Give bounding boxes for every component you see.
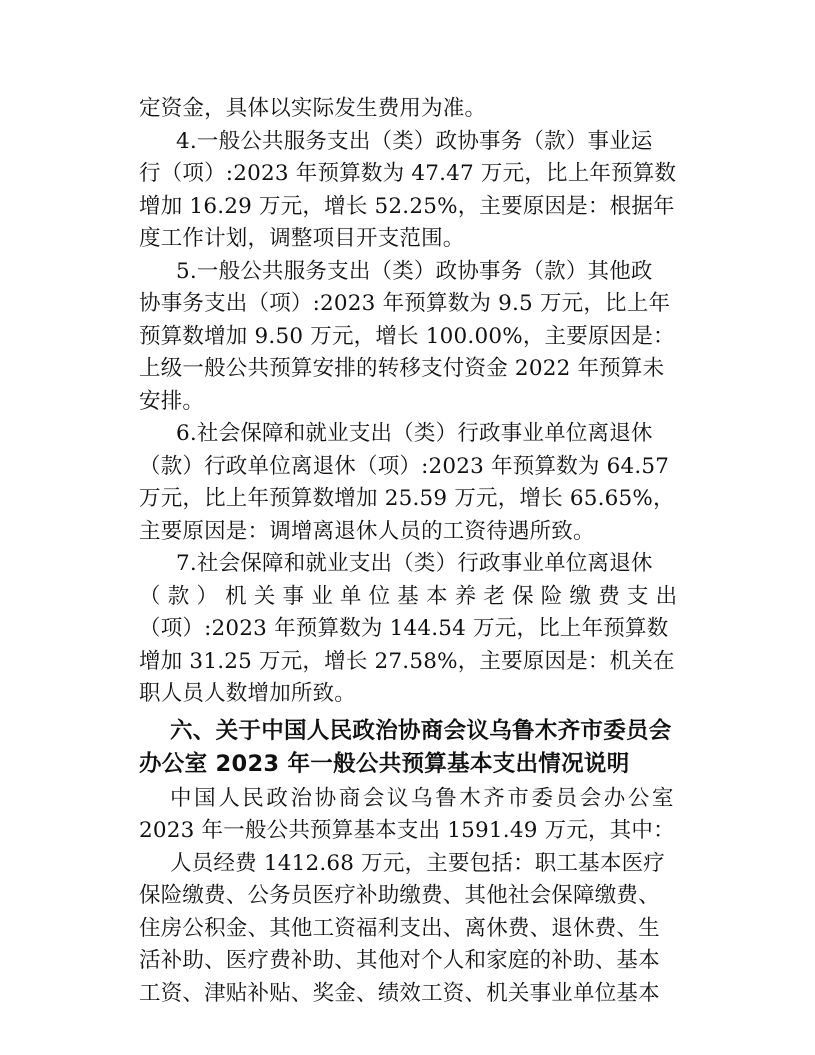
text-line: 定资金，具体以实际发生费用为准。 [139,96,487,121]
text-line: 2023 年一般公共预算基本支出 1591.49 万元，其中： [139,818,675,843]
text-line: （款）机关事业单位基本养老保险缴费支出 [139,584,685,609]
text-line: （项）:2023 年预算数为 144.54 万元，比上年预算数 [139,616,669,641]
text-line: 安排。 [139,389,205,414]
text-line: 人员经费 1412.68 万元，主要包括：职工基本医疗 [170,851,665,876]
text-line: 中国人民政治协商会议乌鲁木齐市委员会办公室 [170,786,677,811]
text-line: 7.社会保障和就业支出（类）行政事业单位离退休 [176,551,653,576]
text-line: 度工作计划，调整项目开支范围。 [139,226,465,251]
text-line: 上级一般公共预算安排的转移支付资金 2022 年预算未 [139,356,665,381]
section-heading: 六、关于中国人民政治协商会议乌鲁木齐市委员会 [170,718,672,744]
text-line: 保险缴费、公务员医疗补助缴费、其他社会保障缴费、 [139,883,660,908]
text-line: 住房公积金、其他工资福利支出、离休费、退休费、生 [139,916,660,941]
text-line: 万元，比上年预算数增加 25.59 万元，增长 65.65%， [139,486,675,511]
text-line: 主要原因是：调增离退休人员的工资待遇所致。 [139,519,595,544]
text-line: 预算数增加 9.50 万元，增长 100.00%，主要原因是： [139,324,675,349]
text-line: 协事务支出（项）:2023 年预算数为 9.5 万元，比上年 [139,291,671,316]
section-heading: 办公室 2023 年一般公共预算基本支出情况说明 [139,751,630,777]
text-line: （款）行政单位离退休（项）:2023 年预算数为 64.57 [139,454,670,479]
text-line: 工资、津贴补贴、奖金、绩效工资、机关事业单位基本 [139,981,660,1006]
text-line: 职人员人数增加所致。 [139,681,357,706]
text-line: 活补助、医疗费补助、其他对个人和家庭的补助、基本 [139,948,660,973]
text-line: 增加 31.25 万元，增长 27.58%，主要原因是：机关在 [139,649,675,674]
text-line: 增加 16.29 万元，增长 52.25%，主要原因是：根据年 [139,194,675,219]
text-line: 5.一般公共服务支出（类）政协事务（款）其他政 [176,259,653,284]
text-line: 4.一般公共服务支出（类）政协事务（款）事业运 [176,129,653,154]
text-line: 6.社会保障和就业支出（类）行政事业单位离退休 [176,421,653,446]
text-line: 行（项）:2023 年预算数为 47.47 万元，比上年预算数 [139,161,677,186]
